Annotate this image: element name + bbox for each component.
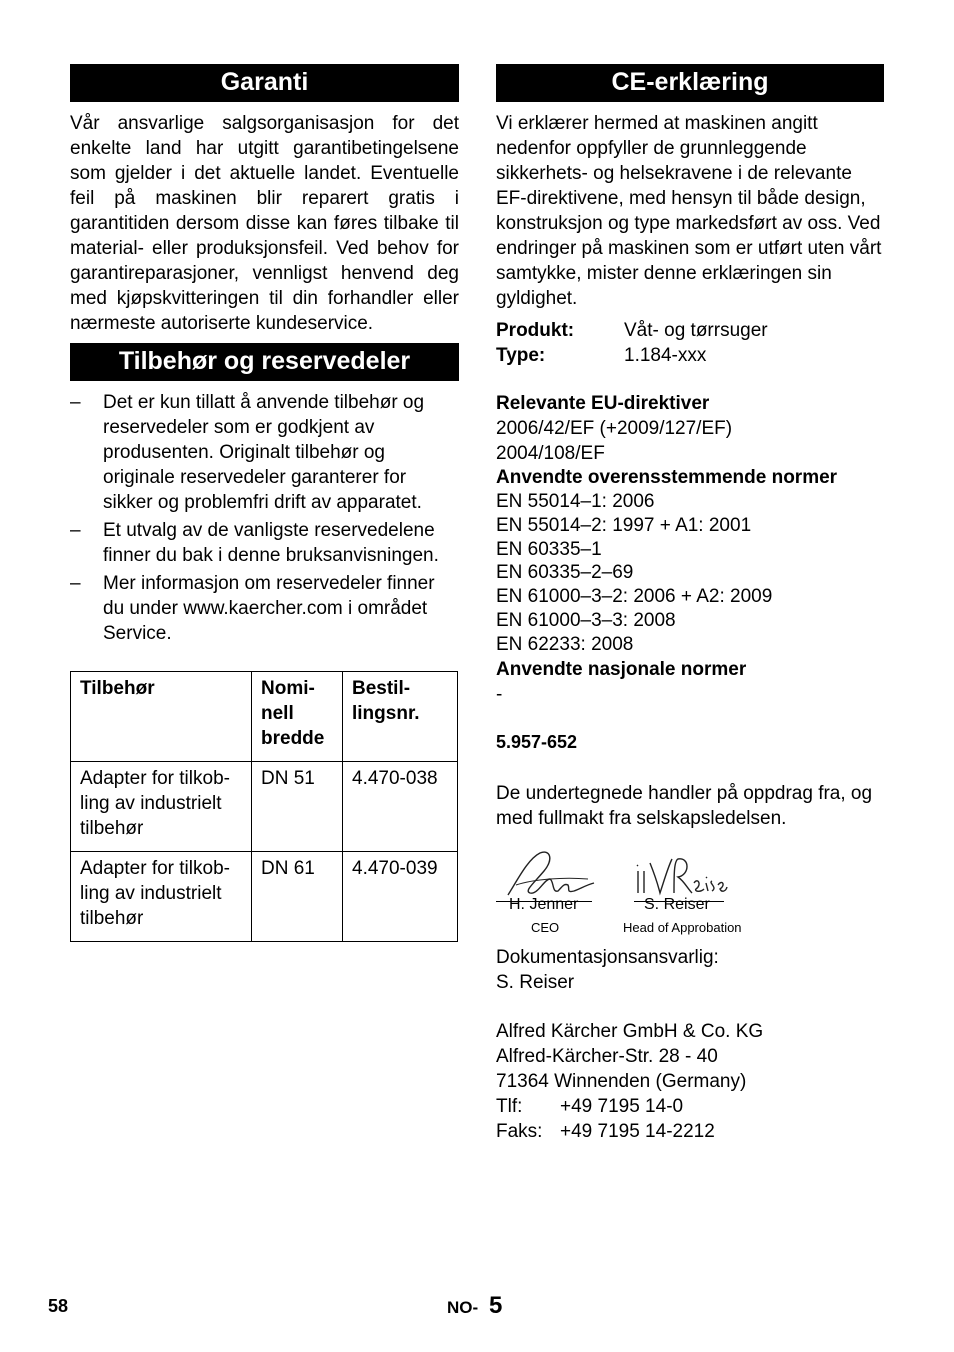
table-cell: Adapter for tilkob- ling av industrielt tilbehør — [71, 762, 252, 852]
right-column — [496, 64, 884, 1144]
norm-item: EN 55014–1: 2006 — [496, 491, 655, 512]
signer-name: H. Jenner — [509, 895, 579, 913]
signer-role: Head of Approbation — [623, 919, 742, 935]
fax-row — [496, 1119, 884, 1144]
address-line: Alfred-Kärcher-Str. 28 - 40 — [496, 1045, 718, 1067]
table-cell: DN 61 — [252, 852, 343, 942]
norm-item: EN 60335–2–69 — [496, 562, 634, 584]
product-label: Produkt: — [496, 320, 575, 341]
table-header-cell: Tilbehør — [71, 672, 252, 762]
left-column — [70, 64, 459, 942]
national-heading: Anvendte nasjonale normer — [496, 658, 747, 680]
signature-block — [496, 849, 884, 945]
table-cell: 4.470-039 — [343, 852, 458, 942]
page-number: 58 — [48, 1296, 69, 1316]
dash-bullet: – — [70, 573, 81, 594]
tilbehor-list — [70, 390, 459, 646]
doc-number: 5.957-652 — [496, 731, 578, 752]
norm-item: EN 55014–2: 1997 + A1: 2001 — [496, 514, 752, 536]
dash-bullet: – — [70, 520, 81, 541]
table-cell: Adapter for tilkob- ling av industrielt tilbehør — [71, 852, 252, 942]
accessories-table — [70, 671, 458, 942]
company-address — [496, 1019, 884, 1144]
list-item-text: Det er kun tillatt å anvende tilbehør og reservedeler som er godkjent av produsenten. Originalt tilbehør og originale reservedeler garanterer for sikker og problemfri drift av apparatet. — [103, 392, 425, 513]
eu-item: 2004/108/EF — [496, 443, 605, 464]
section-number: 5 — [489, 1292, 503, 1319]
product-value: Våt- og tørrsuger — [624, 320, 768, 341]
eu-item: 2006/42/EF (+2009/127/EF) — [496, 418, 733, 439]
ce-text: Vi erklærer hermed at maskinen angitt nedenfor oppfyller de grunnleggende sikkerhets- og helsekravene i de relevante EF-direktivene, med hensyn til både design, konstruksjon og type markedsført av oss. Ved endringer på maskinen som er utført uten vårt samtykke, mister denne erklæringen sin gyldighet. — [496, 113, 882, 309]
eu-heading: Relevante EU-direktiver — [496, 393, 710, 414]
product-info — [496, 318, 884, 368]
garanti-text: Vår ansvarlige salgsorganisasjon for det enkelte land har utgitt garantibetingelsene som gjelder i det aktuelle landet. Eventuelle feil på maskinen blir reparert gratis i garantitiden dersom disse kan føres tilbake til material- eller produksjonsfeil. Ved behov for garantireparasjoner, vennligst henvend deg med kjøpskvitteringen til din forhandler eller nærmeste autoriserte kundeservice. — [70, 113, 459, 334]
lang-code: NO- — [447, 1298, 479, 1317]
table-header-cell: Nomi- nell bredde — [252, 672, 343, 762]
list-item-text: Mer informasjon om reservedeler finner du under www.kaercher.com i området Service. — [103, 573, 435, 644]
tilbehor-heading: Tilbehør og reservedeler — [70, 343, 459, 381]
list-item — [70, 571, 459, 646]
table-header-cell: Bestil- lingsnr. — [343, 672, 458, 762]
norm-item: EN 61000–3–3: 2008 — [496, 609, 676, 631]
national-value: - — [496, 683, 503, 705]
phone-label: Tlf: — [496, 1095, 523, 1117]
product-row — [496, 318, 884, 343]
doc-resp-name: S. Reiser — [496, 971, 575, 993]
address-line: 71364 Winnenden (Germany) — [496, 1070, 747, 1092]
table-row — [71, 762, 458, 852]
signature-jenner — [504, 849, 596, 899]
fax-value: +49 7195 14-2212 — [560, 1120, 715, 1142]
dash-bullet: – — [70, 392, 81, 413]
type-value: 1.184-xxx — [624, 345, 707, 366]
garanti-heading: Garanti — [70, 64, 459, 102]
ce-heading: CE-erklæring — [496, 64, 884, 102]
norms-heading: Anvendte overensstemmende normer — [496, 467, 838, 488]
signer-role: CEO — [531, 919, 560, 935]
phone-row — [496, 1094, 884, 1119]
fax-label: Faks: — [496, 1120, 543, 1142]
list-item — [70, 518, 459, 568]
doc-resp-label: Dokumentasjonsansvarlig: — [496, 946, 719, 968]
type-row — [496, 343, 884, 368]
norm-item: EN 62233: 2008 — [496, 633, 634, 655]
phone-value: +49 7195 14-0 — [560, 1095, 684, 1117]
signer-name: S. Reiser — [644, 895, 710, 913]
directives — [496, 391, 884, 707]
norm-item: EN 60335–1 — [496, 538, 602, 560]
table-header-row — [71, 672, 458, 762]
signed-text: De undertegnede handler på oppdrag fra, og med fullmakt fra selskapsledelsen. — [496, 782, 873, 829]
list-item-text: Et utvalg av de vanligste reservedelene finner du bak i denne bruksanvisningen. — [103, 520, 439, 566]
address-line: Alfred Kärcher GmbH & Co. KG — [496, 1020, 764, 1042]
norm-item: EN 61000–3–2: 2006 + A2: 2009 — [496, 586, 773, 608]
signature-reiser — [634, 853, 728, 897]
table-cell: DN 51 — [252, 762, 343, 852]
type-label: Type: — [496, 345, 546, 366]
list-item — [70, 390, 459, 515]
table-row — [71, 852, 458, 942]
table-cell: 4.470-038 — [343, 762, 458, 852]
